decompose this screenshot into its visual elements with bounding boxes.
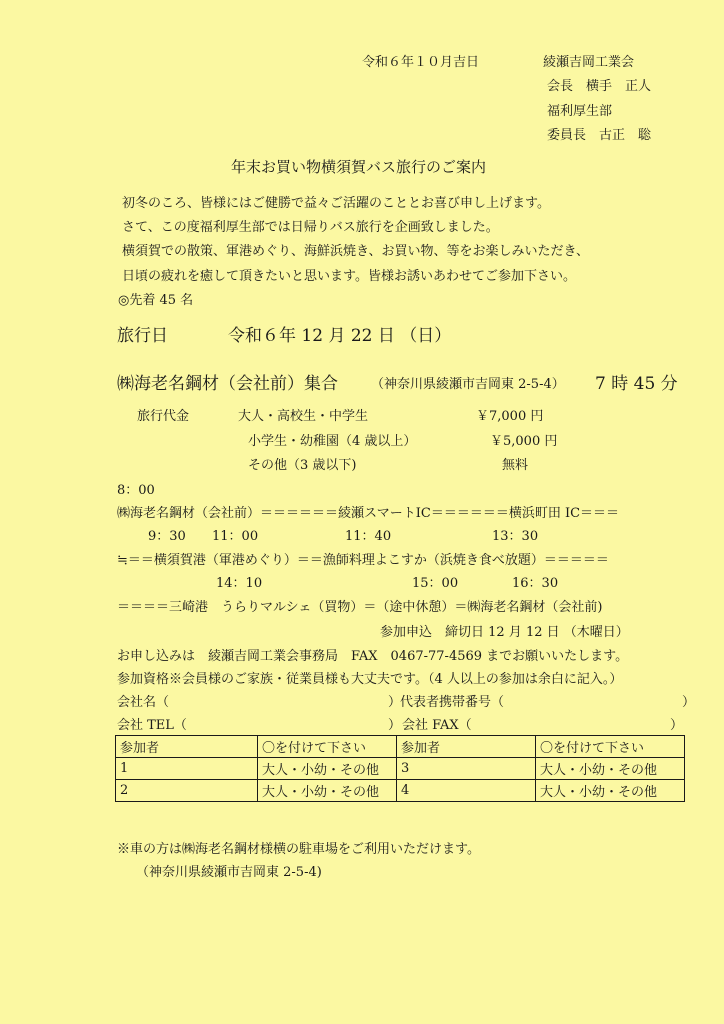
fee-price: 無料 [502,458,529,473]
schedule-time: 11：00 [212,529,259,544]
fee-category: 大人・高校生・中学生 [238,409,369,424]
participant-type[interactable]: 大人・小幼・その他 [536,758,685,780]
fee-price: ￥7,000 円 [476,409,544,424]
company-name-label: 会社名（ [117,695,170,710]
meeting-address: （神奈川県綾瀬市吉岡東 2-5-4） [371,377,565,392]
company-fax-label: 会社 FAX（ [402,718,472,733]
participant-type[interactable]: 大人・小幼・その他 [258,780,397,802]
fee-label: 旅行代金 [137,409,190,424]
fee-category: 小学生・幼稚園（4 歳以上） [248,434,417,449]
intro-line: 日頃の疲れを癒して頂きたいと思います。皆様お誘いあわせてご参加下さい。 [122,269,576,284]
schedule-route: ㈱海老名鋼材（会社前）＝＝＝＝＝＝綾瀬スマートIC＝＝＝＝＝＝横浜町田 IC＝＝＝ [117,506,620,521]
paren-close: ） [388,718,402,733]
schedule-route: ≒＝＝横須賀港（軍港めぐり）＝＝漁師料理よこすか（浜焼き食べ放題）＝＝＝＝＝ [117,553,609,568]
participant-table [115,735,685,802]
schedule-time: 15：00 [412,576,459,591]
application-info: お申し込みは 綾瀬吉岡工業会事務局 FAX 0467-77-4569 までお願いいたします。 [117,649,629,664]
page-title: 年末お買い物横須賀バス旅行のご案内 [231,158,487,176]
table-header: 参加者 [116,736,258,758]
department: 福利厚生部 [547,104,613,119]
organization-name: 綾瀬吉岡工業会 [543,55,635,70]
intro-line: さて、この度福利厚生部では日帰りバス旅行を企画致しました。 [122,220,499,235]
participant-number: 2 [116,780,258,802]
table-row [116,758,685,780]
rep-phone-label: 代表者携帯番号（ [400,695,505,710]
deadline: 参加申込 締切日 12 月 12 日 （木曜日） [380,625,629,640]
intro-line: 初冬のころ、皆様にはご健勝で益々ご活躍のこととお喜び申し上げます。 [122,196,550,211]
schedule-time: 14：10 [216,576,263,591]
participant-number: 3 [397,758,536,780]
table-row [116,780,685,802]
fee-price: ￥5,000 円 [490,434,558,449]
schedule-time: 8：00 [117,483,155,498]
table-header: 〇を付けて下さい [536,736,685,758]
table-header: 〇を付けて下さい [258,736,397,758]
paren-close: ） [682,695,696,710]
company-tel-label: 会社 TEL（ [117,718,187,733]
parking-address: （神奈川県綾瀬市吉岡東 2-5-4) [136,865,322,880]
table-header-row [116,736,685,758]
participant-type[interactable]: 大人・小幼・その他 [258,758,397,780]
trip-date-value: 令和６年 12 月 22 日 （日） [228,326,452,346]
participant-number: 4 [397,780,536,802]
schedule-time: 13：30 [492,529,539,544]
meeting-place: ㈱海老名鋼材（会社前）集合 [117,374,338,394]
participant-number: 1 [116,758,258,780]
paren-close: ） [388,695,402,710]
paren-close: ） [670,718,684,733]
issue-date: 令和６年１０月吉日 [362,55,480,70]
fee-category: その他（3 歳以下) [248,458,357,473]
schedule-time: 9：30 [148,529,186,544]
chairman: 会長 横手 正人 [547,79,652,94]
committee-chair: 委員長 古正 聡 [547,128,652,143]
eligibility-note: 参加資格※会員様のご家族・従業員様も大丈夫です。（4 人以上の参加は余白に記入。） [117,672,623,687]
schedule-route: ＝＝＝＝三崎港 うらりマルシェ（買物）＝（途中休憩）＝㈱海老名鋼材（会社前) [117,600,603,615]
meeting-time: 7 時 45 分 [595,374,678,394]
capacity-note: ◎先着 45 名 [118,293,194,308]
participant-type[interactable]: 大人・小幼・その他 [536,780,685,802]
trip-date-label: 旅行日 [117,326,168,346]
intro-line: 横須賀での散策、軍港めぐり、海鮮浜焼き、お買い物、等をお楽しみいただき、 [122,244,589,259]
schedule-time: 11：40 [345,529,392,544]
table-header: 参加者 [397,736,536,758]
schedule-time: 16：30 [512,576,559,591]
parking-note: ※車の方は㈱海老名鋼材様横の駐車場をご利用いただけます。 [117,842,480,857]
